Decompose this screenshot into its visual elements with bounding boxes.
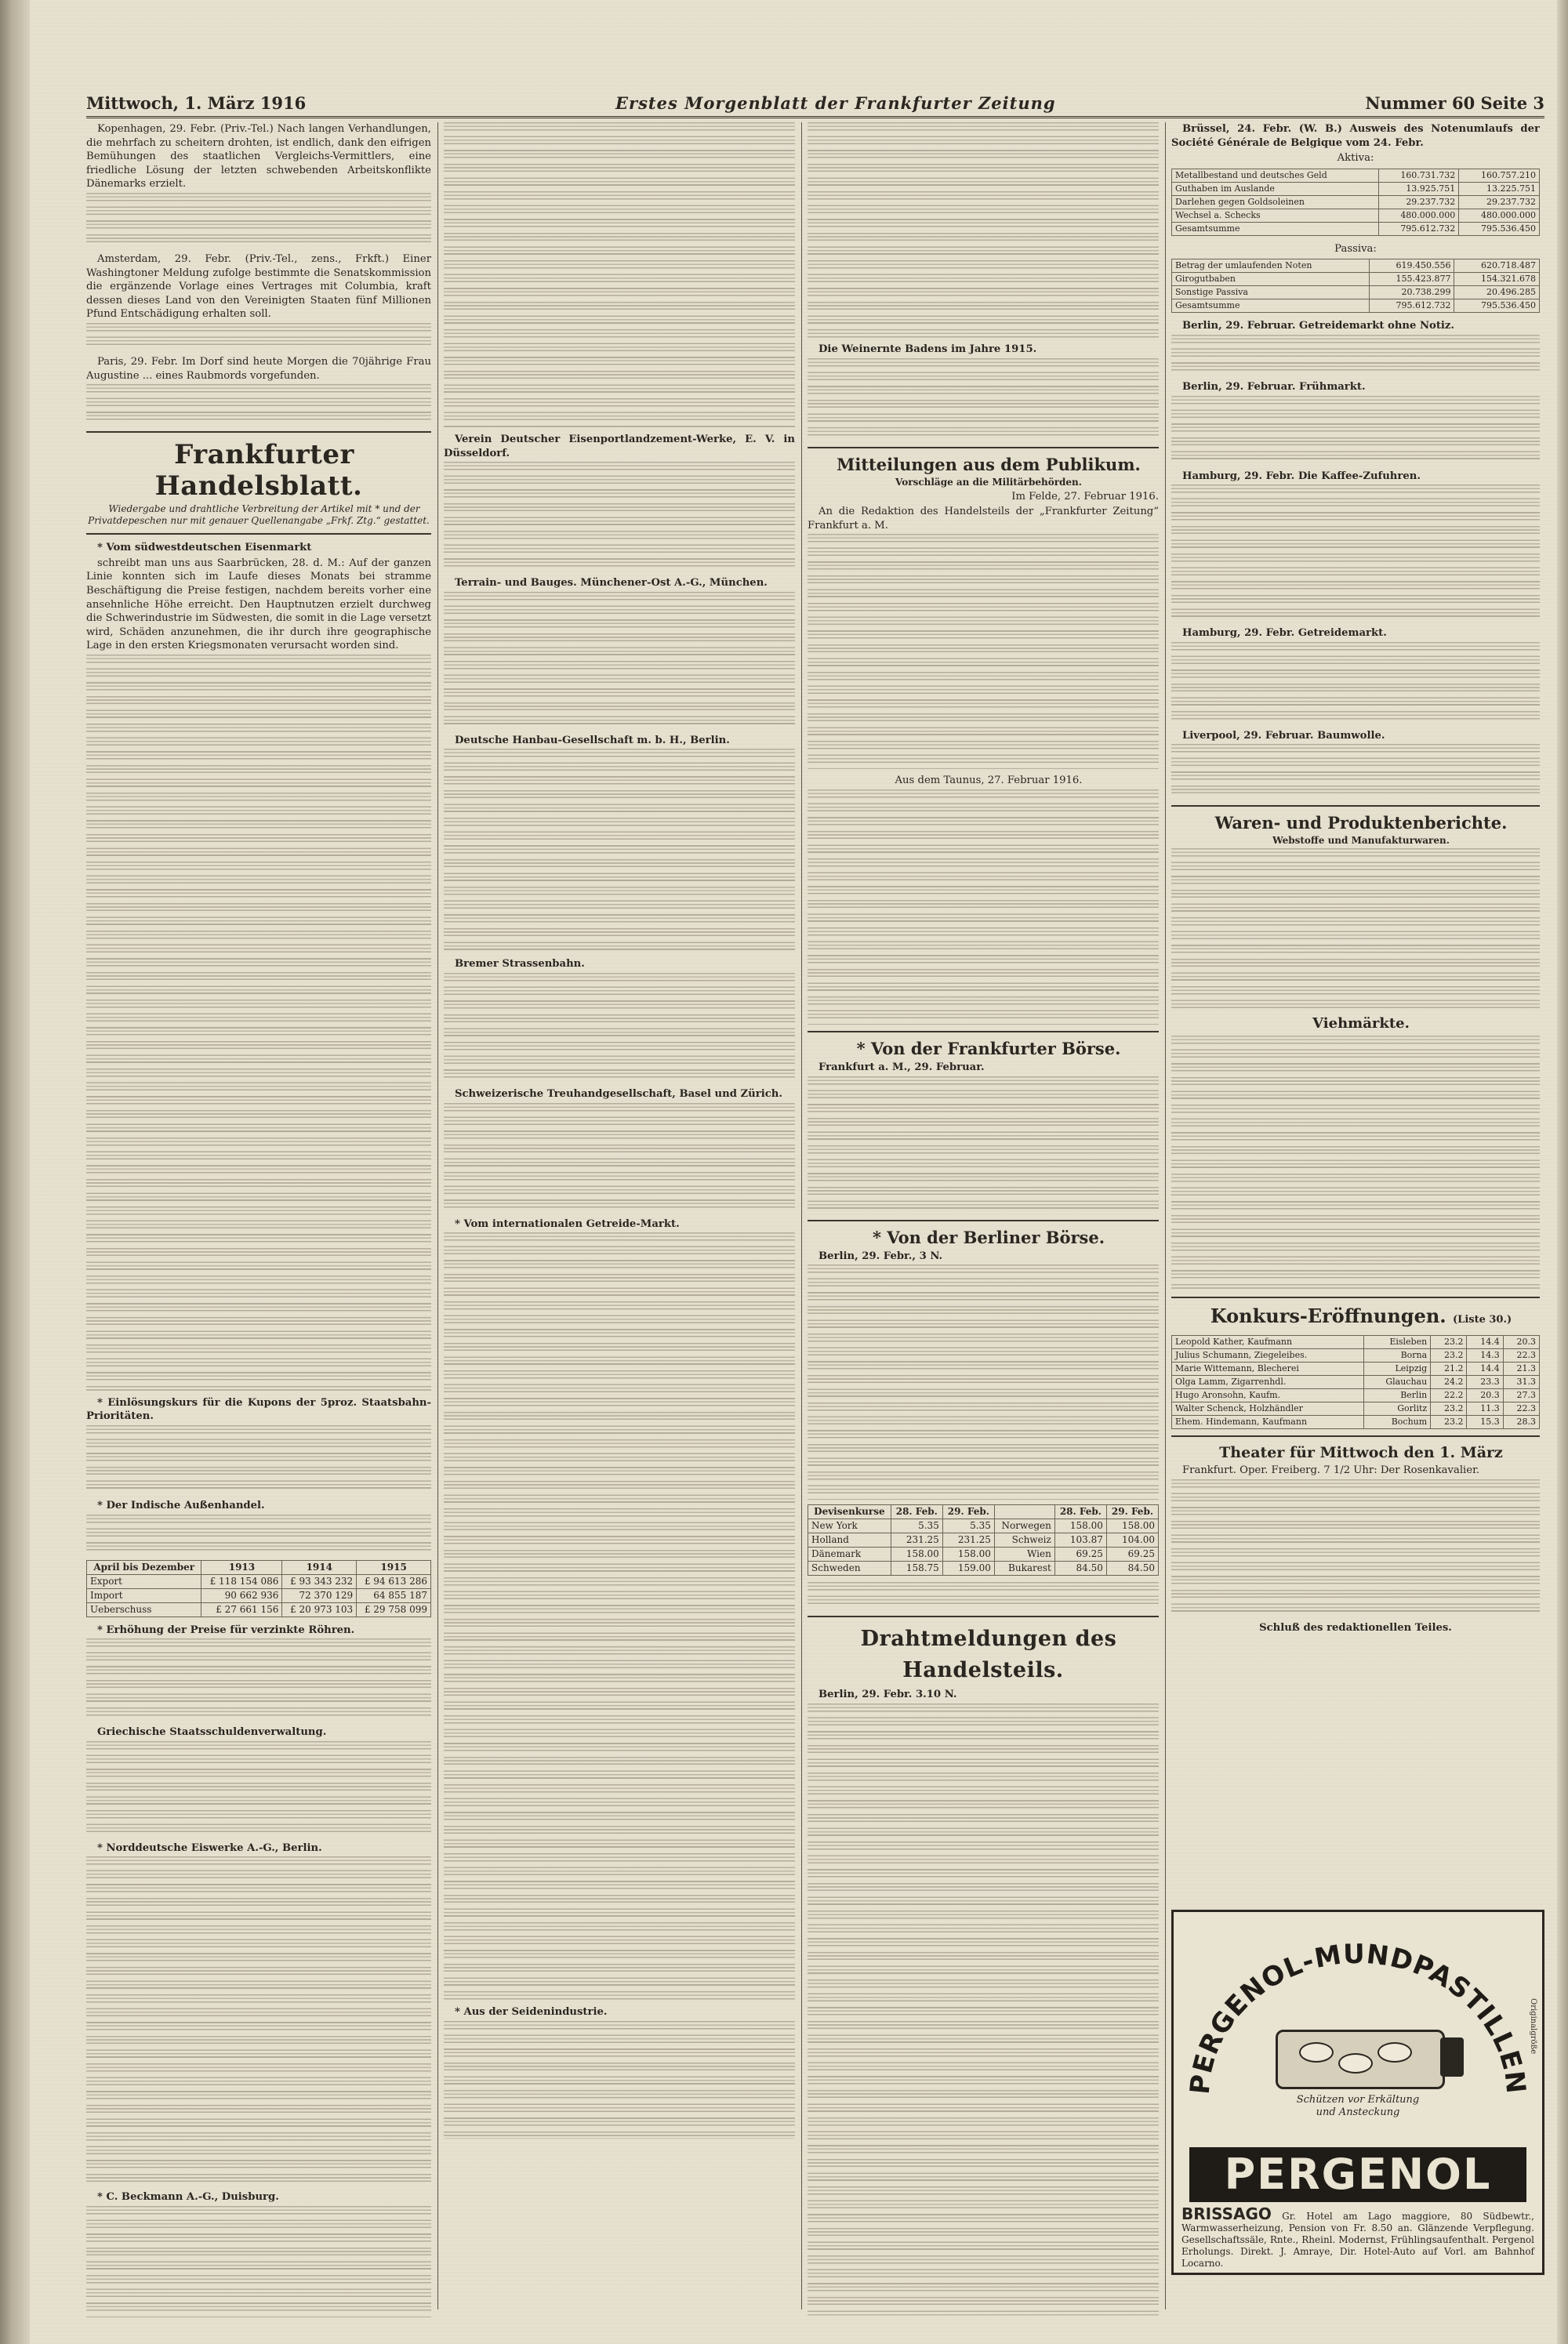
table-row — [87, 1588, 431, 1602]
table-cell: Girogutbaben — [1172, 273, 1370, 286]
divider — [1171, 1297, 1540, 1298]
table-cell: £ 20 973 103 — [282, 1602, 357, 1616]
table-cell: Leopold Kather, Kaufmann — [1172, 1336, 1364, 1349]
body-text — [86, 1515, 431, 1555]
table-cell: 154.321.678 — [1454, 273, 1540, 286]
article-heading: * Der Indische Außenhandel. — [97, 1500, 265, 1512]
body-text — [1171, 1036, 1540, 1290]
table-cell: Dänemark — [808, 1548, 891, 1562]
table-cell: 795.612.732 — [1369, 299, 1454, 313]
table-cell: Leipzig — [1363, 1362, 1430, 1376]
table-row — [1172, 195, 1540, 209]
table-row — [808, 1548, 1159, 1562]
table-cell: 24.2 — [1431, 1376, 1467, 1389]
table-cell: 29.237.732 — [1459, 195, 1540, 209]
table-cell: 5.35 — [891, 1519, 942, 1533]
table-cell: New York — [808, 1519, 891, 1533]
body-text — [808, 789, 1159, 1025]
column-rule — [437, 122, 438, 2310]
table-cell: 20.3 — [1503, 1336, 1539, 1349]
body-text — [444, 2021, 795, 2139]
divider — [1171, 1435, 1540, 1437]
body-text — [808, 122, 1159, 338]
section-subtitle: Webstoffe und Manufakturwaren. — [1272, 835, 1450, 847]
column-3 — [808, 122, 1159, 2317]
table-cell: £ 93 343 232 — [282, 1574, 357, 1588]
table-cell: 13.225.751 — [1459, 182, 1540, 195]
section-subtitle: Wiedergabe und drahtliche Verbreitung der Artikel mit * und der Privatdepeschen nur mit genauer Quellenangabe „Frkf. Ztg.“ gestattet. — [88, 503, 430, 527]
body-text — [86, 384, 431, 425]
table-cell: 155.423.877 — [1369, 273, 1454, 286]
section-title: * Von der Berliner Börse. — [872, 1227, 1105, 1247]
table-cell: 64 855 187 — [357, 1588, 431, 1602]
table-row — [1172, 169, 1540, 182]
table-row — [808, 1562, 1159, 1576]
table-cell: 480.000.000 — [1378, 209, 1459, 222]
market-report: Berlin, 29. Februar. Frühmarkt. — [1182, 380, 1366, 393]
body-text — [1171, 642, 1540, 724]
body-text — [86, 1856, 431, 2186]
table-cell: Bukarest — [994, 1562, 1054, 1576]
body-text — [86, 2206, 431, 2317]
table-row — [87, 1602, 431, 1616]
table-cell: 13.925.751 — [1378, 182, 1459, 195]
lead-paragraph: Amsterdam, 29. Febr. (Priv.-Tel., zens., Frkft.) Einer Washingtoner Meldung zufolge bestimmte die Senatskommission die ergänzende Vorlage eines Vertrages mit Columbia, kraft dessen dieses Land von den Vereinigten Staaten fünf Millionen Pfund Entschädigung erhalten soll. — [86, 252, 431, 321]
table-cell: 795.612.732 — [1378, 222, 1459, 235]
market-report: Liverpool, 29. Februar. Baumwolle. — [1182, 729, 1385, 742]
article-heading: Griechische Staatsschuldenverwaltung. — [97, 1726, 327, 1739]
table-cell: 795.536.450 — [1454, 299, 1540, 313]
column-rule — [801, 122, 802, 2310]
table-header-cell: April bis Dezember — [87, 1560, 201, 1574]
table-cell: 480.000.000 — [1459, 209, 1540, 222]
aktiva-table — [1171, 169, 1540, 236]
body-text — [1171, 484, 1540, 622]
divider — [808, 447, 1159, 448]
table-header-cell: 29. Feb. — [942, 1505, 994, 1519]
table-cell: 23.2 — [1431, 1416, 1467, 1429]
table-cell: £ 118 154 086 — [201, 1574, 282, 1588]
article-heading: Brüssel, 24. Febr. (W. B.) Ausweis des Notenumlaufs der Société Générale de Belgique vom 24. Febr. — [1171, 123, 1540, 149]
table-cell: £ 29 758 099 — [357, 1602, 431, 1616]
table-cell: 29.237.732 — [1378, 195, 1459, 209]
article-heading: Terrain- und Bauges. Münchener-Ost A.-G., München. — [455, 577, 768, 590]
article-body: schreibt man uns aus Saarbrücken, 28. d. M.: Auf der ganzen Linie konnten sich im Laufe dieses Monats bei stramme Beschäftigung die Preise festigen, nachdem bereits vorher eine ansehnliche Höhe erreicht. Den Hauptnutzen erzielt durchweg die Schwerindustrie im Südwesten, die somit in die Lage versetzt wird, Schäden anzunehmen, die ihr durch ihre geographische Lage in den ersten Kriegsmonaten verursacht worden sind. — [86, 557, 431, 652]
article-heading: * Erhöhung der Preise für verzinkte Röhren. — [97, 1624, 355, 1636]
article-heading: Verein Deutscher Eisenportlandzement-Werke, E. V. in Düsseldorf. — [444, 434, 795, 459]
body-text — [808, 1582, 1159, 1609]
tube-cap-icon — [1440, 2037, 1464, 2077]
section-title: Mitteilungen aus dem Publikum. — [837, 454, 1141, 474]
table-cell: 22.3 — [1503, 1402, 1539, 1416]
table-cell: 72 370 129 — [282, 1588, 357, 1602]
table-cell: 795.536.450 — [1459, 222, 1540, 235]
table-cell: Betrag der umlaufenden Noten — [1172, 259, 1370, 273]
table-row — [1172, 1416, 1540, 1429]
table-cell: Wechsel a. Schecks — [1172, 209, 1379, 222]
table-row — [1172, 299, 1540, 313]
dateline: Im Felde, 27. Februar 1916. — [1011, 490, 1159, 503]
table-cell: 23.3 — [1467, 1376, 1503, 1389]
masthead-date: Mittwoch, 1. März 1916 — [86, 93, 307, 113]
article-heading: Deutsche Hanbau-Gesellschaft m. b. H., Berlin. — [455, 734, 730, 746]
table-cell: 20.3 — [1467, 1389, 1503, 1402]
table-cell: Darlehen gegen Goldsoleinen — [1172, 195, 1379, 209]
section-title: Theater für Mittwoch den 1. März — [1219, 1444, 1503, 1462]
market-report: Hamburg, 29. Febr. Die Kaffee-Zufuhren. — [1182, 470, 1421, 482]
masthead — [86, 86, 1544, 118]
table-cell: 69.25 — [1054, 1548, 1106, 1562]
table-cell: Export — [87, 1574, 201, 1588]
section-subtitle: Vorschläge an die Militärbehörden. — [895, 476, 1082, 488]
table-cell: Gesamtsumme — [1172, 299, 1370, 313]
table-cell: Import — [87, 1588, 201, 1602]
divider — [808, 1616, 1159, 1617]
table-cell: 23.2 — [1431, 1336, 1467, 1349]
body-text — [86, 1425, 431, 1494]
masthead-number: Nummer 60 Seite 3 — [1365, 93, 1544, 113]
table-cell: 84.50 — [1106, 1562, 1158, 1576]
table-header-cell: 28. Feb. — [1054, 1505, 1106, 1519]
ad-arc-text: PERGENOL-MUNDPASTILLEN — [1184, 1938, 1532, 2096]
table-cell: 14.4 — [1467, 1336, 1503, 1349]
table-cell: Sonstige Passiva — [1172, 286, 1370, 299]
table-cell: Borna — [1363, 1349, 1430, 1362]
table-cell: Bochum — [1363, 1416, 1430, 1429]
table-cell: Guthaben im Auslande — [1172, 182, 1379, 195]
trade-table — [86, 1560, 431, 1617]
end-of-editorial: Schluß des redaktionellen Teiles. — [1259, 1621, 1452, 1634]
section-title: Konkurs-Eröffnungen. (Liste 30.) — [1210, 1304, 1512, 1328]
table-header-cell: 1913 — [201, 1560, 282, 1574]
table-cell: 158.00 — [1054, 1519, 1106, 1533]
table-header-cell: 28. Feb. — [891, 1505, 942, 1519]
table-row — [1172, 1336, 1540, 1349]
table-cell: 21.2 — [1431, 1362, 1467, 1376]
table-cell: Schweiz — [994, 1533, 1054, 1548]
column-2 — [444, 122, 795, 2317]
table-cell: 160.731.732 — [1378, 169, 1459, 182]
body-text — [444, 1232, 795, 2001]
table-cell: 619.450.556 — [1369, 259, 1454, 273]
dateline: Berlin, 29. Febr., 3 N. — [818, 1250, 943, 1262]
table-row — [1172, 222, 1540, 235]
article-heading: * Einlösungskurs für die Kupons der 5proz. Staatsbahn-Prioritäten. — [86, 1396, 431, 1423]
body-text — [808, 534, 1159, 769]
column-rule — [1165, 122, 1166, 2310]
table-cell: 23.2 — [1431, 1349, 1467, 1362]
table-cell: 620.718.487 — [1454, 259, 1540, 273]
market-report: Berlin, 29. Februar. Getreidemarkt ohne Notiz. — [1182, 320, 1455, 332]
ad-side-note: Originalgröße — [1529, 1998, 1537, 2055]
divider — [86, 533, 431, 535]
masthead-title: Erstes Morgenblatt der Frankfurter Zeitung — [615, 93, 1056, 113]
lead-paragraph: Paris, 29. Febr. Im Dorf sind heute Morgen die 70jährige Frau Augustine ... eines Raubmords vorgefunden. — [86, 355, 431, 382]
table-cell: 22.2 — [1431, 1389, 1467, 1402]
table-cell: 160.757.210 — [1459, 169, 1540, 182]
table-cell: 5.35 — [942, 1519, 994, 1533]
table-cell: 158.00 — [1106, 1519, 1158, 1533]
table-cell: Gesamtsumme — [1172, 222, 1379, 235]
ad-tagline: Schützen vor Erkältung und Ansteckung — [1296, 2094, 1420, 2118]
pastille-icon — [1377, 2042, 1412, 2063]
body-text — [444, 1103, 795, 1213]
table-cell: 231.25 — [942, 1533, 994, 1548]
body-text — [1171, 396, 1540, 465]
table-row — [1172, 1389, 1540, 1402]
divider — [808, 1220, 1159, 1221]
table-cell: Olga Lamm, Zigarrenhdl. — [1172, 1376, 1364, 1389]
table-row — [87, 1574, 431, 1588]
article-heading: * Vom internationalen Getreide-Markt. — [455, 1217, 680, 1230]
table-cell: Gorlitz — [1363, 1402, 1430, 1416]
table-cell: 27.3 — [1503, 1389, 1539, 1402]
table-cell: 22.3 — [1503, 1349, 1539, 1362]
table-cell: 104.00 — [1106, 1533, 1158, 1548]
table-row — [808, 1519, 1159, 1533]
body-text — [1171, 335, 1540, 376]
article-heading: Die Weinernte Badens im Jahre 1915. — [818, 343, 1037, 355]
table-row — [808, 1533, 1159, 1548]
table-header-cell: 29. Feb. — [1106, 1505, 1158, 1519]
table-row — [1172, 1362, 1540, 1376]
body-text — [444, 592, 795, 729]
table-row — [1172, 1376, 1540, 1389]
table-cell: 103.87 — [1054, 1533, 1106, 1548]
table-row — [1172, 1402, 1540, 1416]
table-cell: 90 662 936 — [201, 1588, 282, 1602]
konkurs-table — [1171, 1335, 1540, 1429]
table-cell: Ehem. Hindemann, Kaufmann — [1172, 1416, 1364, 1429]
article-heading: Bremer Strassenbahn. — [455, 958, 585, 971]
table-cell: 14.3 — [1467, 1349, 1503, 1362]
passiva-title: Passiva: — [1334, 242, 1377, 255]
section-title: Waren- und Produktenberichte. — [1214, 813, 1508, 833]
body-text — [86, 655, 431, 1392]
address: An die Redaktion des Handelsteils der „Frankfurter Zeitung“ Frankfurt a. M. — [808, 506, 1159, 532]
dateline: Frankfurt a. M., 29. Februar. — [818, 1061, 985, 1073]
body-text — [86, 1638, 431, 1721]
table-row — [1172, 1349, 1540, 1362]
table-cell: 20.738.299 — [1369, 286, 1454, 299]
pergenol-advertisement — [1171, 1910, 1544, 2275]
binding-spine — [0, 0, 30, 2344]
table-cell: 158.00 — [891, 1548, 942, 1562]
table-row — [1172, 209, 1540, 222]
article-heading: * C. Beckmann A.-G., Duisburg. — [97, 2191, 279, 2204]
table-cell: 23.2 — [1431, 1402, 1467, 1416]
signature: Aus dem Taunus, 27. Februar 1916. — [895, 775, 1083, 787]
theater-line: Frankfurt. Oper. Freiberg. 7 1/2 Uhr: Der Rosenkavalier. — [1182, 1464, 1480, 1477]
table-cell: Berlin — [1363, 1389, 1430, 1402]
table-cell: 11.3 — [1467, 1402, 1503, 1416]
table-row — [1172, 273, 1540, 286]
table-cell: 20.496.285 — [1454, 286, 1540, 299]
article-heading: * Aus der Seidenindustrie. — [455, 2006, 608, 2019]
table-cell: 158.00 — [942, 1548, 994, 1562]
ad-hotel-notice: BRISSAGO Gr. Hotel am Lago maggiore, 80 Südbewtr., Warmwasserheizung, Pension von Fr. 8.50 an. Glänzende Verpflegung. Gesellschaftssäle, Rnte., Rheinl. Modernst, Frühlingsaufenthalt. Pergenol Erholungs. Direkt. J. Amraye, Dir. Hotel-Auto auf Vorl. am Bahnhof Locarno. — [1181, 2204, 1534, 2269]
table-cell: Schweden — [808, 1562, 891, 1576]
body-text — [1171, 744, 1540, 799]
table-header-cell: 1915 — [357, 1560, 431, 1574]
section-title: Viehmärkte. — [1312, 1015, 1410, 1032]
market-report: Hamburg, 29. Febr. Getreidemarkt. — [1182, 627, 1387, 640]
table-cell: Walter Schenck, Holzhändler — [1172, 1402, 1364, 1416]
body-text — [86, 1741, 431, 1837]
table-cell: Norwegen — [994, 1519, 1054, 1533]
body-text — [1171, 848, 1540, 1009]
section-title: Drahtmeldungen des Handelsteils. — [860, 1627, 1117, 1683]
body-text — [86, 323, 431, 350]
table-header-cell: 1914 — [282, 1560, 357, 1574]
lead-paragraph: Kopenhagen, 29. Febr. (Priv.-Tel.) Nach langen Verhandlungen, die mehrfach zu scheitern drohten, ist endlich, dank den eifrigen Bemühungen des staatlichen Vergleichs-Vermittlers, eine friedliche Lösung der letzten schwebenden Arbeitskonflikte Dänemarks erzielt. — [86, 123, 431, 190]
table-cell: Julius Schumann, Ziegeleibes. — [1172, 1349, 1364, 1362]
article-heading: * Vom südwestdeutschen Eisenmarkt — [97, 542, 312, 554]
column-1 — [86, 122, 431, 2317]
table-cell: Eisleben — [1363, 1336, 1430, 1349]
passiva-table — [1171, 259, 1540, 313]
table-cell: 159.00 — [942, 1562, 994, 1576]
body-text — [444, 749, 795, 952]
table-cell: 231.25 — [891, 1533, 942, 1548]
pastille-icon — [1338, 2053, 1373, 2074]
pastille-icon — [1299, 2042, 1334, 2063]
body-text — [1171, 1479, 1540, 1616]
devisen-table — [808, 1504, 1159, 1576]
section-title: * Von der Frankfurter Börse. — [856, 1038, 1121, 1058]
table-cell: Marie Wittemann, Blecherei — [1172, 1362, 1364, 1376]
page-edge — [1557, 0, 1568, 2344]
table-header-cell — [994, 1505, 1054, 1519]
table-row — [1172, 182, 1540, 195]
table-cell: Wien — [994, 1548, 1054, 1562]
table-cell: 14.4 — [1467, 1362, 1503, 1376]
table-cell: £ 94 613 286 — [357, 1574, 431, 1588]
body-text — [86, 193, 431, 248]
table-cell: Holland — [808, 1533, 891, 1548]
article-heading: * Norddeutsche Eiswerke A.-G., Berlin. — [97, 1841, 322, 1854]
table-cell: 31.3 — [1503, 1376, 1539, 1389]
body-text — [808, 1265, 1159, 1500]
table-cell: 84.50 — [1054, 1562, 1106, 1576]
table-cell: Hugo Aronsohn, Kaufm. — [1172, 1389, 1364, 1402]
table-header-cell: Devisenkurse — [808, 1505, 891, 1519]
body-text — [444, 462, 795, 571]
table-cell: Glauchau — [1363, 1376, 1430, 1389]
body-text — [808, 358, 1159, 441]
divider — [808, 1031, 1159, 1032]
body-text — [444, 973, 795, 1083]
table-cell: 21.3 — [1503, 1362, 1539, 1376]
table-cell: £ 27 661 156 — [201, 1602, 282, 1616]
table-cell: 15.3 — [1467, 1416, 1503, 1429]
table-cell: Ueberschuss — [87, 1602, 201, 1616]
aktiva-title: Aktiva: — [1337, 152, 1374, 165]
body-text — [444, 122, 795, 428]
divider — [1171, 805, 1540, 807]
table-row — [1172, 259, 1540, 273]
section-title: Frankfurter Handelsblatt. — [154, 439, 363, 503]
table-cell: Metallbestand und deutsches Geld — [1172, 169, 1379, 182]
body-text — [808, 1076, 1159, 1214]
table-row — [1172, 286, 1540, 299]
dateline: Berlin, 29. Febr. 3.10 N. — [818, 1689, 957, 1701]
table-cell: 158.75 — [891, 1562, 942, 1576]
table-cell: 69.25 — [1106, 1548, 1158, 1562]
table-cell: 28.3 — [1503, 1416, 1539, 1429]
body-text — [808, 1704, 1159, 2317]
divider — [86, 431, 431, 433]
article-heading: Schweizerische Treuhandgesellschaft, Basel und Zürich. — [455, 1087, 782, 1100]
ad-brand-name: PERGENOL — [1189, 2147, 1526, 2202]
